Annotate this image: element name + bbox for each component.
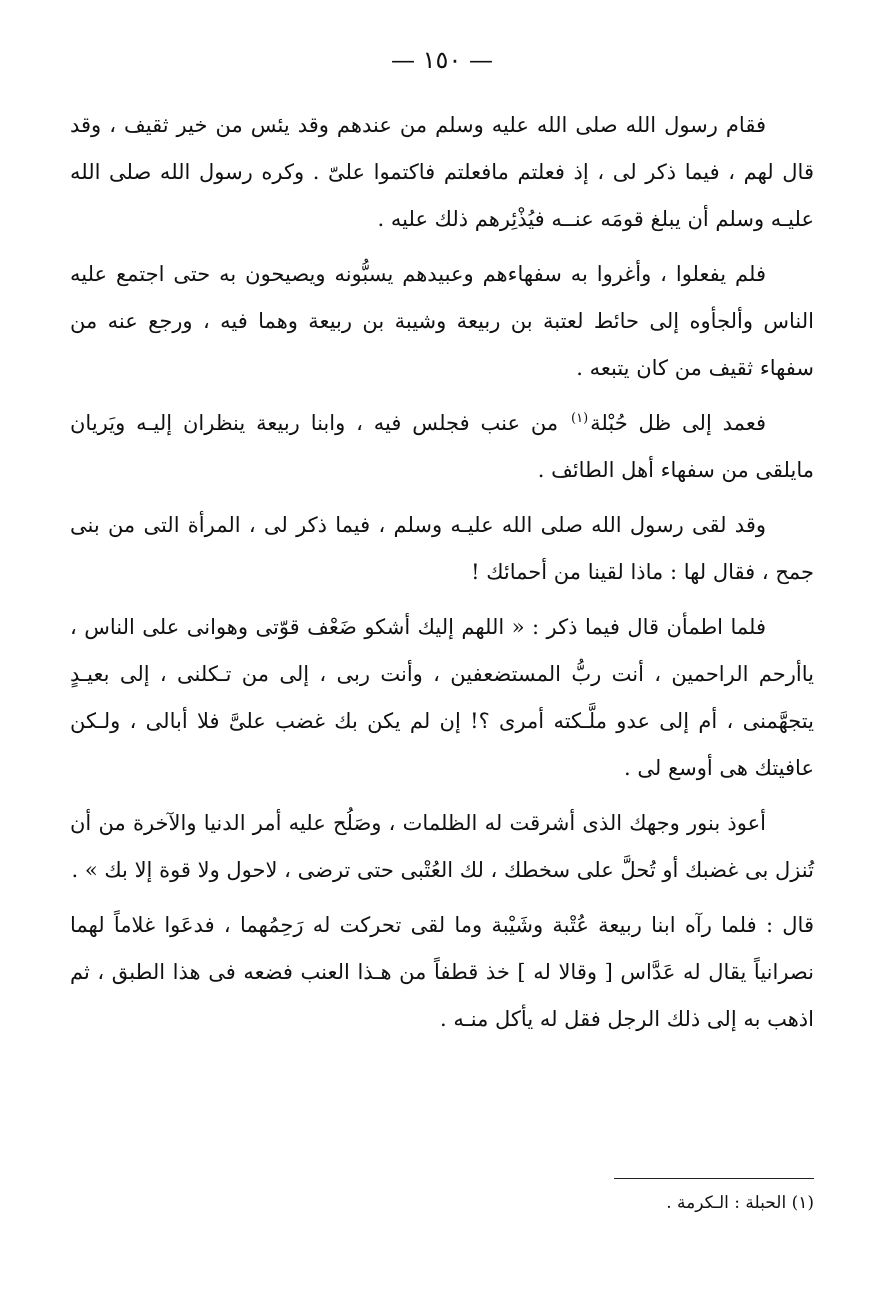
footnote-reference[interactable]: (١) <box>571 411 589 426</box>
paragraph-4: وقد لقى رسول الله صلى الله عليـه وسلم ، فيما ذكر لى ، المرأة التى من بنى جمح ، فقال لها : ماذا لقينا من أحمائك ! <box>70 513 814 584</box>
paragraph-2: فلم يفعلوا ، وأغروا به سفهاءهم وعبيدهم يسبُّونه ويصيحون به حتى اجتمع عليه الناس وألجأوه إلى حائط لعتبة بن ربيعة وشيبة بن ربيعة وهما فيه ، ورجع عنه من سفهاء ثقيف من كان يتبعه . <box>70 262 814 380</box>
paragraph-6: أعوذ بنور وجهك الذى أشرقت له الظلمات ، وصَلُح عليه أمر الدنيا والآخرة من أن تُنزل بى غضبك أو تُحلَّ على سخطك ، لك العُتْبى حتى ترضى ، لاحول ولا قوة إلا بك » . <box>70 811 814 882</box>
footnote: (١) الحبلة : الـكرمة . <box>666 1193 814 1213</box>
page-number: — ١٥٠ — <box>391 46 493 74</box>
paragraph-1: فقام رسول الله صلى الله عليه وسلم من عندهم وقد يئس من خير ثقيف ، وقد قال لهم ، فيما ذكر لى ، إذ فعلتم مافعلتم فاكتموا علىّ . وكره رسول الله صلى الله عليـه وسلم أن يبلغ قومَه عنــه فيُذْئِرهم ذلك عليه . <box>70 113 814 231</box>
paragraph-5: فلما اطمأن قال فيما ذكر : « اللهم إليك أشكو ضَعْف قوّتى وهوانى على الناس ، ياأرحم الراحمين ، أنت ربُّ المستضعفين ، وأنت ربى ، إلى من تـكلنى ، إلى بعيـدٍ يتجهَّمنى ، أم إلى عدو ملَّـكته أمرى ؟! إن لم يكن بك غضب علىَّ فلا أبالى ، ولـكن عافيتك هى أوسع لى . <box>70 615 814 780</box>
paragraph-3-part-2: من عنب فجلس فيه ، وابنا ربيعة ينظران إليـه ويَريان مايلقى من سفهاء أهل الطائف . <box>70 411 814 482</box>
book-page <box>70 40 814 1280</box>
paragraph-3-part-1: فعمد إلى ظل حُبْلة <box>590 411 766 435</box>
paragraph-7: قال : فلما رآه ابنا ربيعة عُتْبة وشَيْبة وما لقى تحركت له رَحِمُهما ، فدعَوا غلاماً لهما نصرانياً يقال له عَدَّاس [ وقالا له ] خذ قطفاً من هـذا العنب فضعه فى هذا الطبق ، ثم اذهب به إلى ذلك الرجل فقل له يأكل منـه . <box>70 913 814 1031</box>
footnote-divider <box>614 1178 814 1179</box>
paragraph-3 <box>70 400 814 494</box>
body-text <box>70 102 814 1043</box>
